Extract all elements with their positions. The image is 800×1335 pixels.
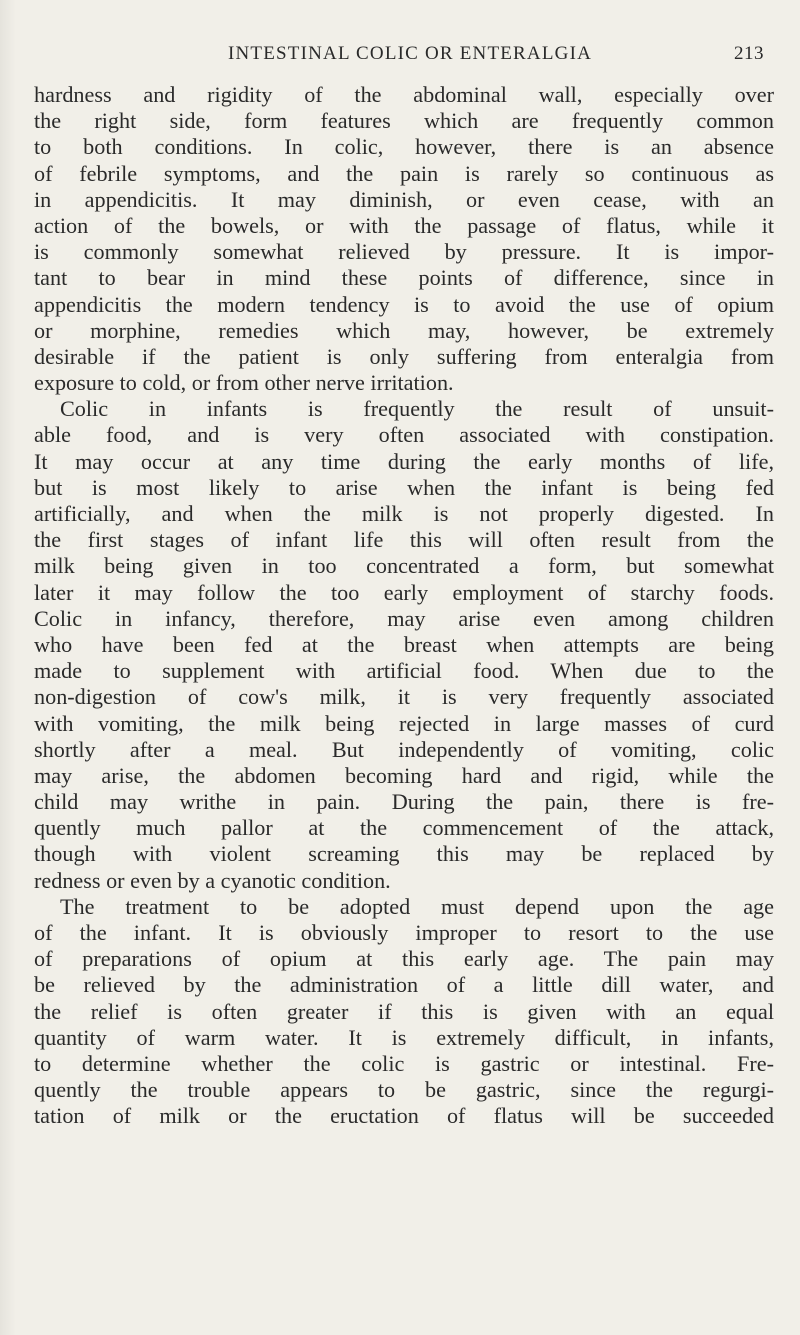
text-line: to both conditions. In colic, however, there is an absence xyxy=(34,134,774,160)
text-line: action of the bowels, or with the passage of flatus, while it xyxy=(34,212,774,238)
text-line: redness or even by a cyanotic condition. xyxy=(34,867,391,893)
text-line: made to supplement with artificial food. When due to the xyxy=(34,658,774,684)
text-line: Colic in infancy, therefore, may arise even among children xyxy=(34,605,774,631)
text-line: It may occur at any time during the early months of life, xyxy=(34,448,774,474)
text-line: to determine whether the colic is gastric or intestinal. Fre- xyxy=(34,1050,774,1076)
text-line: exposure to cold, or from other nerve irritation. xyxy=(34,370,454,396)
paragraph-first-line: Colic in infants is frequently the result of unsuit- xyxy=(60,396,774,422)
text-line: in appendicitis. It may diminish, or even cease, with an xyxy=(34,186,774,212)
text-line: with vomiting, the milk being rejected in large masses of curd xyxy=(34,710,774,736)
page-gutter-shadow xyxy=(0,0,16,1335)
text-line: able food, and is very often associated with constipation. xyxy=(34,422,774,448)
text-line: tation of milk or the eructation of flatus will be succeeded xyxy=(34,1103,774,1129)
text-line: appendicitis the modern tendency is to avoid the use of opium xyxy=(34,291,774,317)
text-line: but is most likely to arise when the infant is being fed xyxy=(34,474,774,500)
text-line: the right side, form features which are frequently common xyxy=(34,108,774,134)
text-line: of the infant. It is obviously improper to resort to the use xyxy=(34,920,774,945)
text-line: of febrile symptoms, and the pain is rarely so continuous as xyxy=(34,160,774,186)
text-line: who have been fed at the breast when attempts are being xyxy=(34,631,774,657)
text-line: the first stages of infant life this will often result from the xyxy=(34,527,774,553)
text-line: tant to bear in mind these points of difference, since in xyxy=(34,265,774,291)
text-line: milk being given in too concentrated a form, but somewhat xyxy=(34,553,774,579)
text-line: is commonly somewhat relieved by pressure. It is impor- xyxy=(34,239,774,265)
text-line: the relief is often greater if this is given with an equal xyxy=(34,998,774,1024)
paragraph-first-line: The treatment to be adopted must depend upon the age xyxy=(60,893,774,919)
text-line: may arise, the abdomen becoming hard and rigid, while the xyxy=(34,762,774,788)
text-line: shortly after a meal. But independently of vomiting, colic xyxy=(34,736,774,762)
text-line: quently much pallor at the commencement of the attack, xyxy=(34,815,774,841)
text-line: though with violent screaming this may be replaced by xyxy=(34,841,774,867)
text-line: quently the trouble appears to be gastric, since the regurgi- xyxy=(34,1077,774,1103)
text-line: desirable if the patient is only suffering from enteralgia from xyxy=(34,343,774,369)
page-header xyxy=(0,43,800,73)
text-line: or morphine, remedies which may, however, be extremely xyxy=(34,317,774,343)
text-line: artificially, and when the milk is not properly digested. In xyxy=(34,501,774,526)
text-line: child may writhe in pain. During the pain, there is fre- xyxy=(34,789,774,815)
text-line: non-digestion of cow's milk, it is very frequently associated xyxy=(34,684,774,710)
running-head: INTESTINAL COLIC OR ENTERALGIA xyxy=(227,43,593,64)
page-number: 213 xyxy=(734,43,764,64)
text-line: hardness and rigidity of the abdominal wall, especially over xyxy=(34,82,774,107)
text-line: quantity of warm water. It is extremely difficult, in infants, xyxy=(34,1024,774,1050)
text-line: be relieved by the administration of a little dill water, and xyxy=(34,972,774,998)
body-text xyxy=(34,82,774,1130)
text-line: later it may follow the too early employment of starchy foods. xyxy=(34,579,774,605)
text-line: of preparations of opium at this early age. The pain may xyxy=(34,946,774,972)
